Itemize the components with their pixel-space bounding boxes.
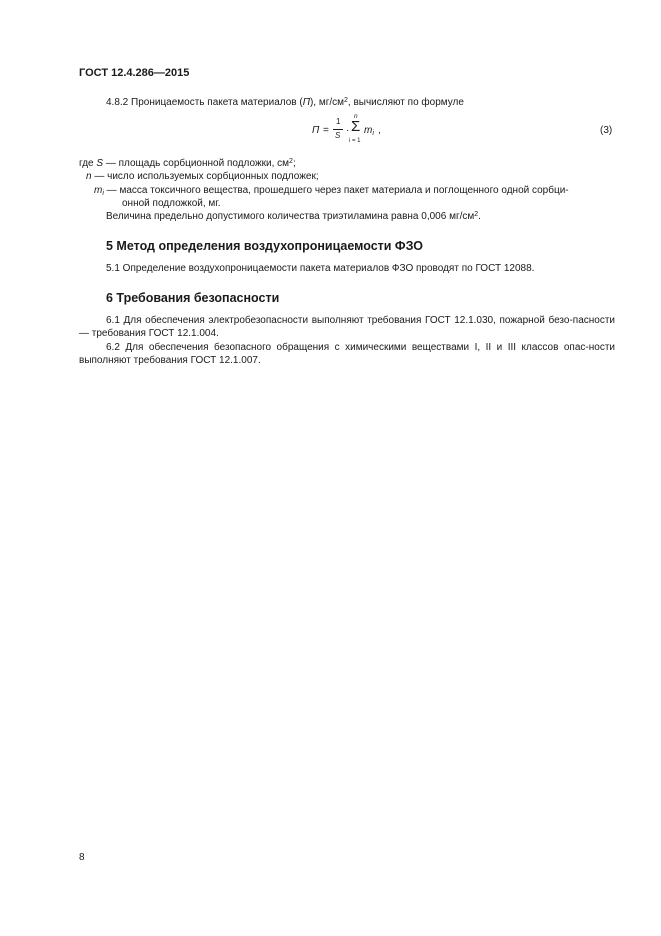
symbol-m-subscript: i — [102, 190, 104, 197]
sum-lower-limit: i = 1 — [349, 138, 361, 144]
def-n-text: — число используемых сорбционных подложек; — [91, 171, 319, 182]
def-m-continued: онной подложкой, мг. — [122, 198, 221, 209]
formula-dot: · — [346, 125, 350, 136]
limit-exponent: 2 — [474, 211, 479, 218]
unit-exponent: 2 — [344, 97, 348, 104]
clause-4-8-2 — [106, 96, 464, 109]
def-s-text: — площадь сорбционной подложки, см — [103, 158, 290, 169]
clause-6-1: 6.1 Для обеспечения электробезопасности выполняют требования ГОСТ 12.1.030, пожарной безо-пасности — требования ГОСТ 12.1.004. — [79, 315, 615, 339]
limit-tail: . — [478, 211, 481, 222]
symbol-s: S — [96, 158, 104, 169]
formula-denominator: S — [335, 131, 341, 140]
where-word: где — [79, 158, 94, 169]
formula-lhs: П — [312, 125, 320, 136]
clause-unit: ), мг/см — [309, 97, 344, 108]
limit-statement — [106, 210, 481, 223]
def-m — [94, 184, 569, 197]
sum-upper-limit: n — [354, 113, 358, 120]
symbol-m: m — [94, 185, 103, 196]
formula-term — [364, 124, 374, 137]
def-s — [79, 157, 296, 170]
page-number: 8 — [79, 852, 85, 863]
clause-tail: , вычисляют по формуле — [347, 97, 464, 108]
formula-equals: = — [323, 125, 329, 136]
sum-sign: Σ — [351, 118, 361, 135]
symbol-n: n — [86, 171, 92, 182]
def-m-text: — масса токсичного вещества, прошедшего через пакет материала и поглощенного одной сорбци- — [103, 185, 569, 196]
symbol-p: П — [302, 97, 310, 108]
def-s-tail: ; — [292, 158, 296, 169]
clause-6-2: 6.2 Для обеспечения безопасного обращения с химическими веществами I, II и III классов опас-ности выполняют требования ГОСТ 12.1.007. — [79, 342, 615, 366]
section-6-heading: 6 Требования безопасности — [106, 291, 280, 305]
limit-text: Величина предельно допустимого количества триэтиламина равна 0,006 мг/см — [106, 211, 475, 222]
document-code: ГОСТ 12.4.286—2015 — [79, 67, 190, 79]
def-n — [86, 170, 319, 183]
formula-comma: , — [378, 125, 381, 136]
section-5-heading: 5 Метод определения воздухопроницаемости ФЗО — [106, 239, 423, 253]
formula-numerator: 1 — [336, 117, 341, 126]
fraction-bar — [333, 129, 343, 130]
clause-5-1: 5.1 Определение воздухопроницаемости пакета материалов ФЗО проводят по ГОСТ 12088. — [106, 263, 535, 274]
formula-3 — [312, 113, 422, 151]
equation-number: (3) — [600, 125, 613, 136]
clause-text: 4.8.2 Проницаемость пакета материалов ( — [106, 97, 303, 108]
term-m: m — [364, 125, 373, 136]
def-s-exponent: 2 — [289, 158, 293, 165]
term-subscript: i — [372, 130, 374, 137]
